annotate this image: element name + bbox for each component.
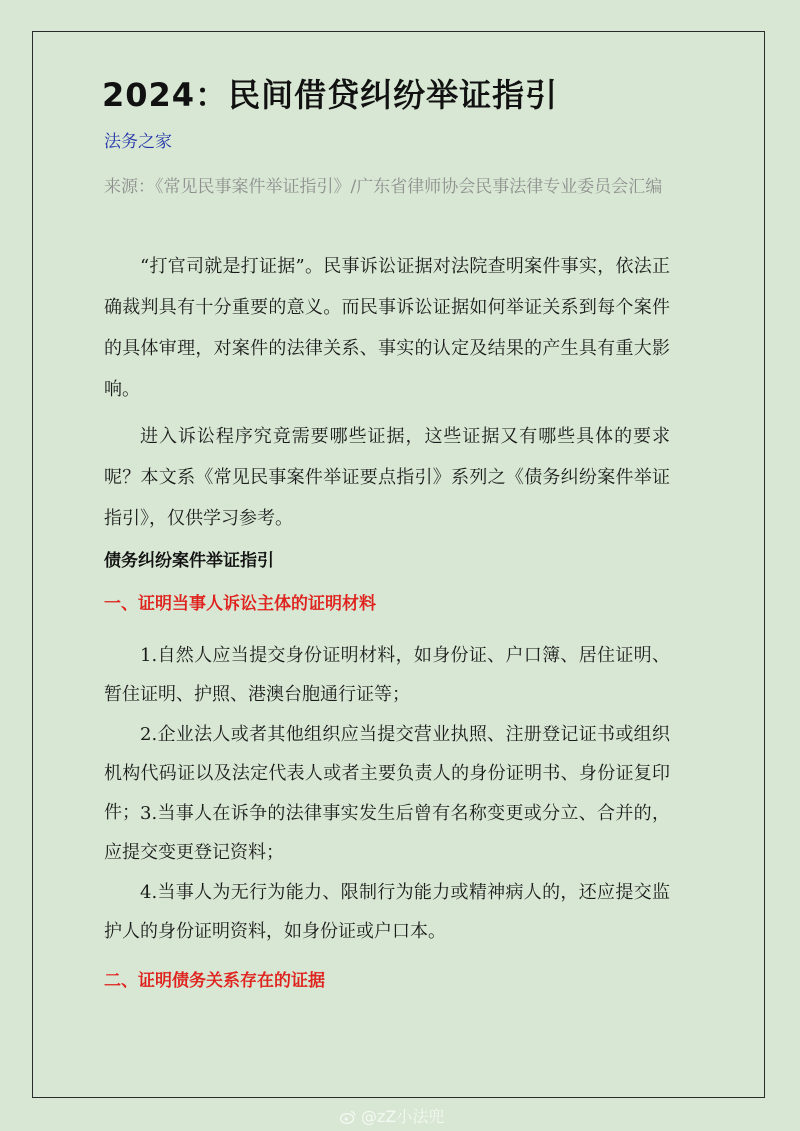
watermark-text: @zZ小法兜 bbox=[361, 1107, 445, 1126]
intro-paragraph-2: 进入诉讼程序究竟需要哪些证据，这些证据又有哪些具体的要求呢？本文系《常见民事案件举证要点指引》系列之《债务纠纷案件举证指引》，仅供学习参考。 bbox=[104, 426, 670, 529]
watermark bbox=[340, 1104, 444, 1127]
list-item: 2.企业法人或者其他组织应当提交营业执照、注册登记证书或组织机构代码证以及法定代表人或者主要负责人的身份证明书、身份证复印件； bbox=[104, 724, 670, 823]
list-item: 1.自然人应当提交身份证明材料，如身份证、户口簿、居住证明、暂住证明、护照、港澳台胞通行证等； bbox=[104, 645, 670, 705]
document-title: 2024：民间借贷纠纷举证指引 bbox=[102, 76, 559, 114]
weibo-icon bbox=[340, 1109, 356, 1123]
guide-subheading: 债务纠纷案件举证指引 bbox=[104, 551, 274, 571]
author-name: 法务之家 bbox=[104, 132, 172, 152]
list-item: 3.当事人在诉争的法律事实发生后曾有名称变更或分立、合并的，应提交变更登记资料； bbox=[104, 803, 670, 863]
intro-paragraph-1: “打官司就是打证据”。民事诉讼证据对法院查明案件事实，依法正确裁判具有十分重要的意义。而民事诉讼证据如何举证关系到每个案件的具体审理，对案件的法律关系、事实的认定及结果的产生具有重大影响。 bbox=[104, 256, 670, 400]
section-heading-2: 二、证明债务关系存在的证据 bbox=[104, 971, 325, 991]
list-item: 4.当事人为无行为能力、限制行为能力或精神病人的，还应提交监护人的身份证明资料，如身份证或户口本。 bbox=[104, 882, 670, 942]
section-heading-1: 一、证明当事人诉讼主体的证明材料 bbox=[104, 594, 376, 614]
source-line: 来源：《常见民事案件举证指引》/广东省律师协会民事法律专业委员会汇编 bbox=[104, 177, 663, 197]
